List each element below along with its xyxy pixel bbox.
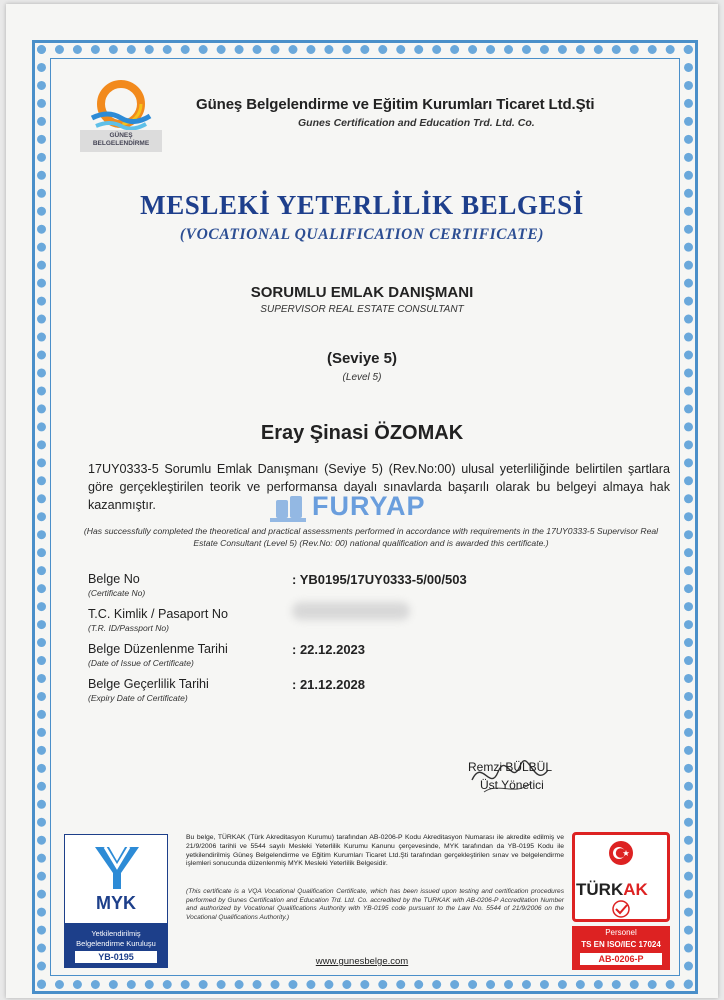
turkish-flag-icon bbox=[608, 840, 634, 866]
field-value-issue-date: : 22.12.2023 bbox=[292, 642, 366, 657]
turkak-word-b: AK bbox=[623, 880, 648, 899]
turkak-word-a: TÜRK bbox=[576, 880, 624, 899]
myk-badge bbox=[64, 834, 168, 968]
watermark-text: FURYAP bbox=[312, 491, 426, 521]
certificate-sheet bbox=[6, 4, 718, 998]
myk-code: YB-0195 bbox=[75, 951, 157, 963]
field-label-certificate-no: Belge No bbox=[88, 572, 140, 586]
level: (Seviye 5) bbox=[326, 350, 398, 367]
field-label-id-no: T.C. Kimlik / Pasaport No bbox=[88, 607, 228, 621]
logo-line-2: BELGELENDİRME bbox=[92, 140, 150, 147]
myk-logo-icon bbox=[91, 843, 143, 893]
myk-name: MYK bbox=[96, 893, 136, 913]
myk-line-2: Belgelendirme Kuruluşu bbox=[76, 939, 156, 948]
certificate-title-en: (VOCATIONAL QUALIFICATION CERTIFICATE) bbox=[179, 226, 545, 243]
level-en: (Level 5) bbox=[342, 372, 382, 383]
field-sub-id-no: (T.R. ID/Passport No) bbox=[88, 623, 169, 633]
turkak-word bbox=[576, 880, 648, 900]
field-label-expiry-date: Belge Geçerlilik Tarihi bbox=[88, 677, 209, 691]
company-name: Güneş Belgelendirme ve Eğitim Kurumları Ticaret Ltd.Şti bbox=[196, 96, 595, 113]
field-sub-issue-date: (Date of Issue of Certificate) bbox=[88, 658, 194, 668]
field-value-certificate-no: : YB0195/17UY0333-5/00/503 bbox=[292, 572, 467, 587]
body-text-en: (Has successfully completed the theoretical and practical assessments performed in accordance with requirements in the 17UY0333-5 Supervisor Real Estate Consultant (Level 5) (Rev.No: 00) national qualification and is awarded this certificate.) bbox=[83, 526, 659, 548]
website-link[interactable]: www.gunesbelge.com bbox=[315, 956, 409, 967]
legal-text-en: (This certificate is a VQA Vocational Qualification Certificate, which has been issued upon testing and certification procedures performed by Gunes Certification and Education Trd. Ltd. Co. accredited by the TURKAK with AB-0206-P Accreditation Number and authorized by Vocational Qualifications Authority with YB-0195 code pursuant to the Law No. 5544 of 21/9/2006 on the Vocational Qualifications Authority.) bbox=[186, 888, 564, 921]
occupation-title: SORUMLU EMLAK DANIŞMANI bbox=[250, 284, 474, 301]
field-sub-expiry-date: (Expiry Date of Certificate) bbox=[88, 693, 188, 703]
company-name-en: Gunes Certification and Education Trd. Ltd. Co. bbox=[298, 117, 535, 129]
turkak-line-1: Personel bbox=[605, 928, 637, 937]
field-label-issue-date: Belge Düzenlenme Tarihi bbox=[88, 642, 228, 656]
occupation-title-en: SUPERVISOR REAL ESTATE CONSULTANT bbox=[260, 304, 464, 315]
turkak-code: AB-0206-P bbox=[580, 953, 662, 965]
turkak-line-2: TS EN ISO/IEC 17024 bbox=[581, 940, 661, 949]
myk-line-1: Yetkilendirilmiş bbox=[91, 929, 141, 938]
field-value-expiry-date: : 21.12.2028 bbox=[292, 677, 366, 692]
logo-line-1: GÜNEŞ bbox=[109, 132, 133, 139]
turkak-badge bbox=[572, 832, 670, 970]
holder-name: Eray Şinasi ÖZOMAK bbox=[260, 422, 464, 444]
body-text: 17UY0333-5 Sorumlu Emlak Danışmanı (Seviye 5) (Rev.No:00) ulusal yeterliliğinde belirtilen şartlara göre gerçekleştirilen teorik ve performansa dayalı sınavlarda başarılı olarak bu belgeyi almaya hak kazanmıştır. bbox=[88, 462, 670, 512]
legal-text: Bu belge, TÜRKAK (Türk Akreditasyon Kurumu) tarafından AB-0206-P Kodu Akreditasyon Numarası ile akredite edilmiş ve 21/9/2006 tarihli ve 5544 sayılı Mesleki Yeterlilik Kurumu Kanunu çerçevesinde, MYK tarafından da YB-0195 Kodu ile yetkilendirilmiş Güneş Belgelendirme ve Eğitim Kurumları Ticaret Ltd.Şti tarafından gerçekleştirilen sınav ve belgelendirme işlemleri sonucunda düzenlenmiş MYK Mesleki Yeterlilik Belgesidir. bbox=[186, 834, 564, 868]
certificate-title: MESLEKİ YETERLİLİK BELGESİ bbox=[140, 190, 584, 220]
signatory-title: Üst Yönetici bbox=[480, 778, 544, 792]
redacted-id-blur bbox=[292, 602, 410, 620]
signatory-name: Remzi BÜLBÜL bbox=[468, 760, 553, 774]
check-icon bbox=[608, 900, 634, 918]
field-sub-certificate-no: (Certificate No) bbox=[88, 588, 146, 598]
logo-text bbox=[78, 132, 164, 148]
